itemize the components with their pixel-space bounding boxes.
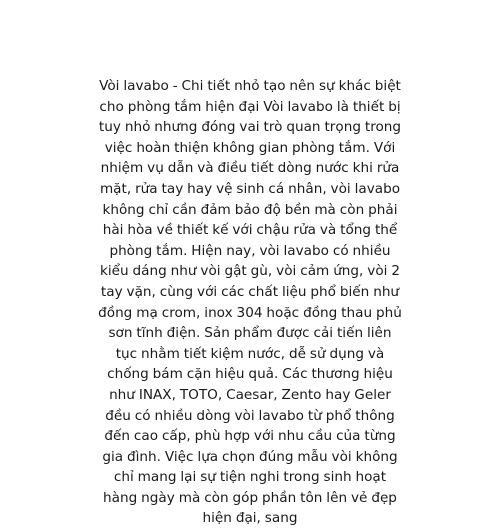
- article-text: Vòi lavabo - Chi tiết nhỏ tạo nên sự khác biệt cho phòng tắm hiện đại Vòi lavabo là thiết bị tuy nhỏ nhưng đóng vai trò quan trọng trong việc hoàn thiện không gian phòng tắm. Với nhiệm vụ dẫn và điều tiết dòng nước khi rửa mặt, rửa tay hay vệ sinh cá nhân, vòi lavabo không chỉ cần đảm bảo độ bền mà còn phải hài hòa về thiết kế với chậu rửa và tổng thể phòng tắm. Hiện nay, vòi lavabo có nhiều kiểu dáng như vòi gật gù, vòi cảm ứng, vòi 2 tay vặn, cùng với các chất liệu phổ biến như đồng mạ crom, inox 304 hoặc đồng thau phủ sơn tĩnh điện. Sản phẩm được cải tiến liên tục nhằm tiết kiệm nước, dễ sử dụng và chống bám cặn hiệu quả. Các thương hiệu như INAX, TOTO, Caesar, Zento hay Geler đều có nhiều dòng vòi lavabo từ phổ thông đến cao cấp, phù hợp với nhu cầu của từng gia đình. Việc lựa chọn đúng mẫu vòi không chỉ mang lại sự tiện nghi trong sinh hoạt hàng ngày mà còn góp phần tôn lên vẻ đẹp hiện đại, sang: [98, 78, 402, 527]
